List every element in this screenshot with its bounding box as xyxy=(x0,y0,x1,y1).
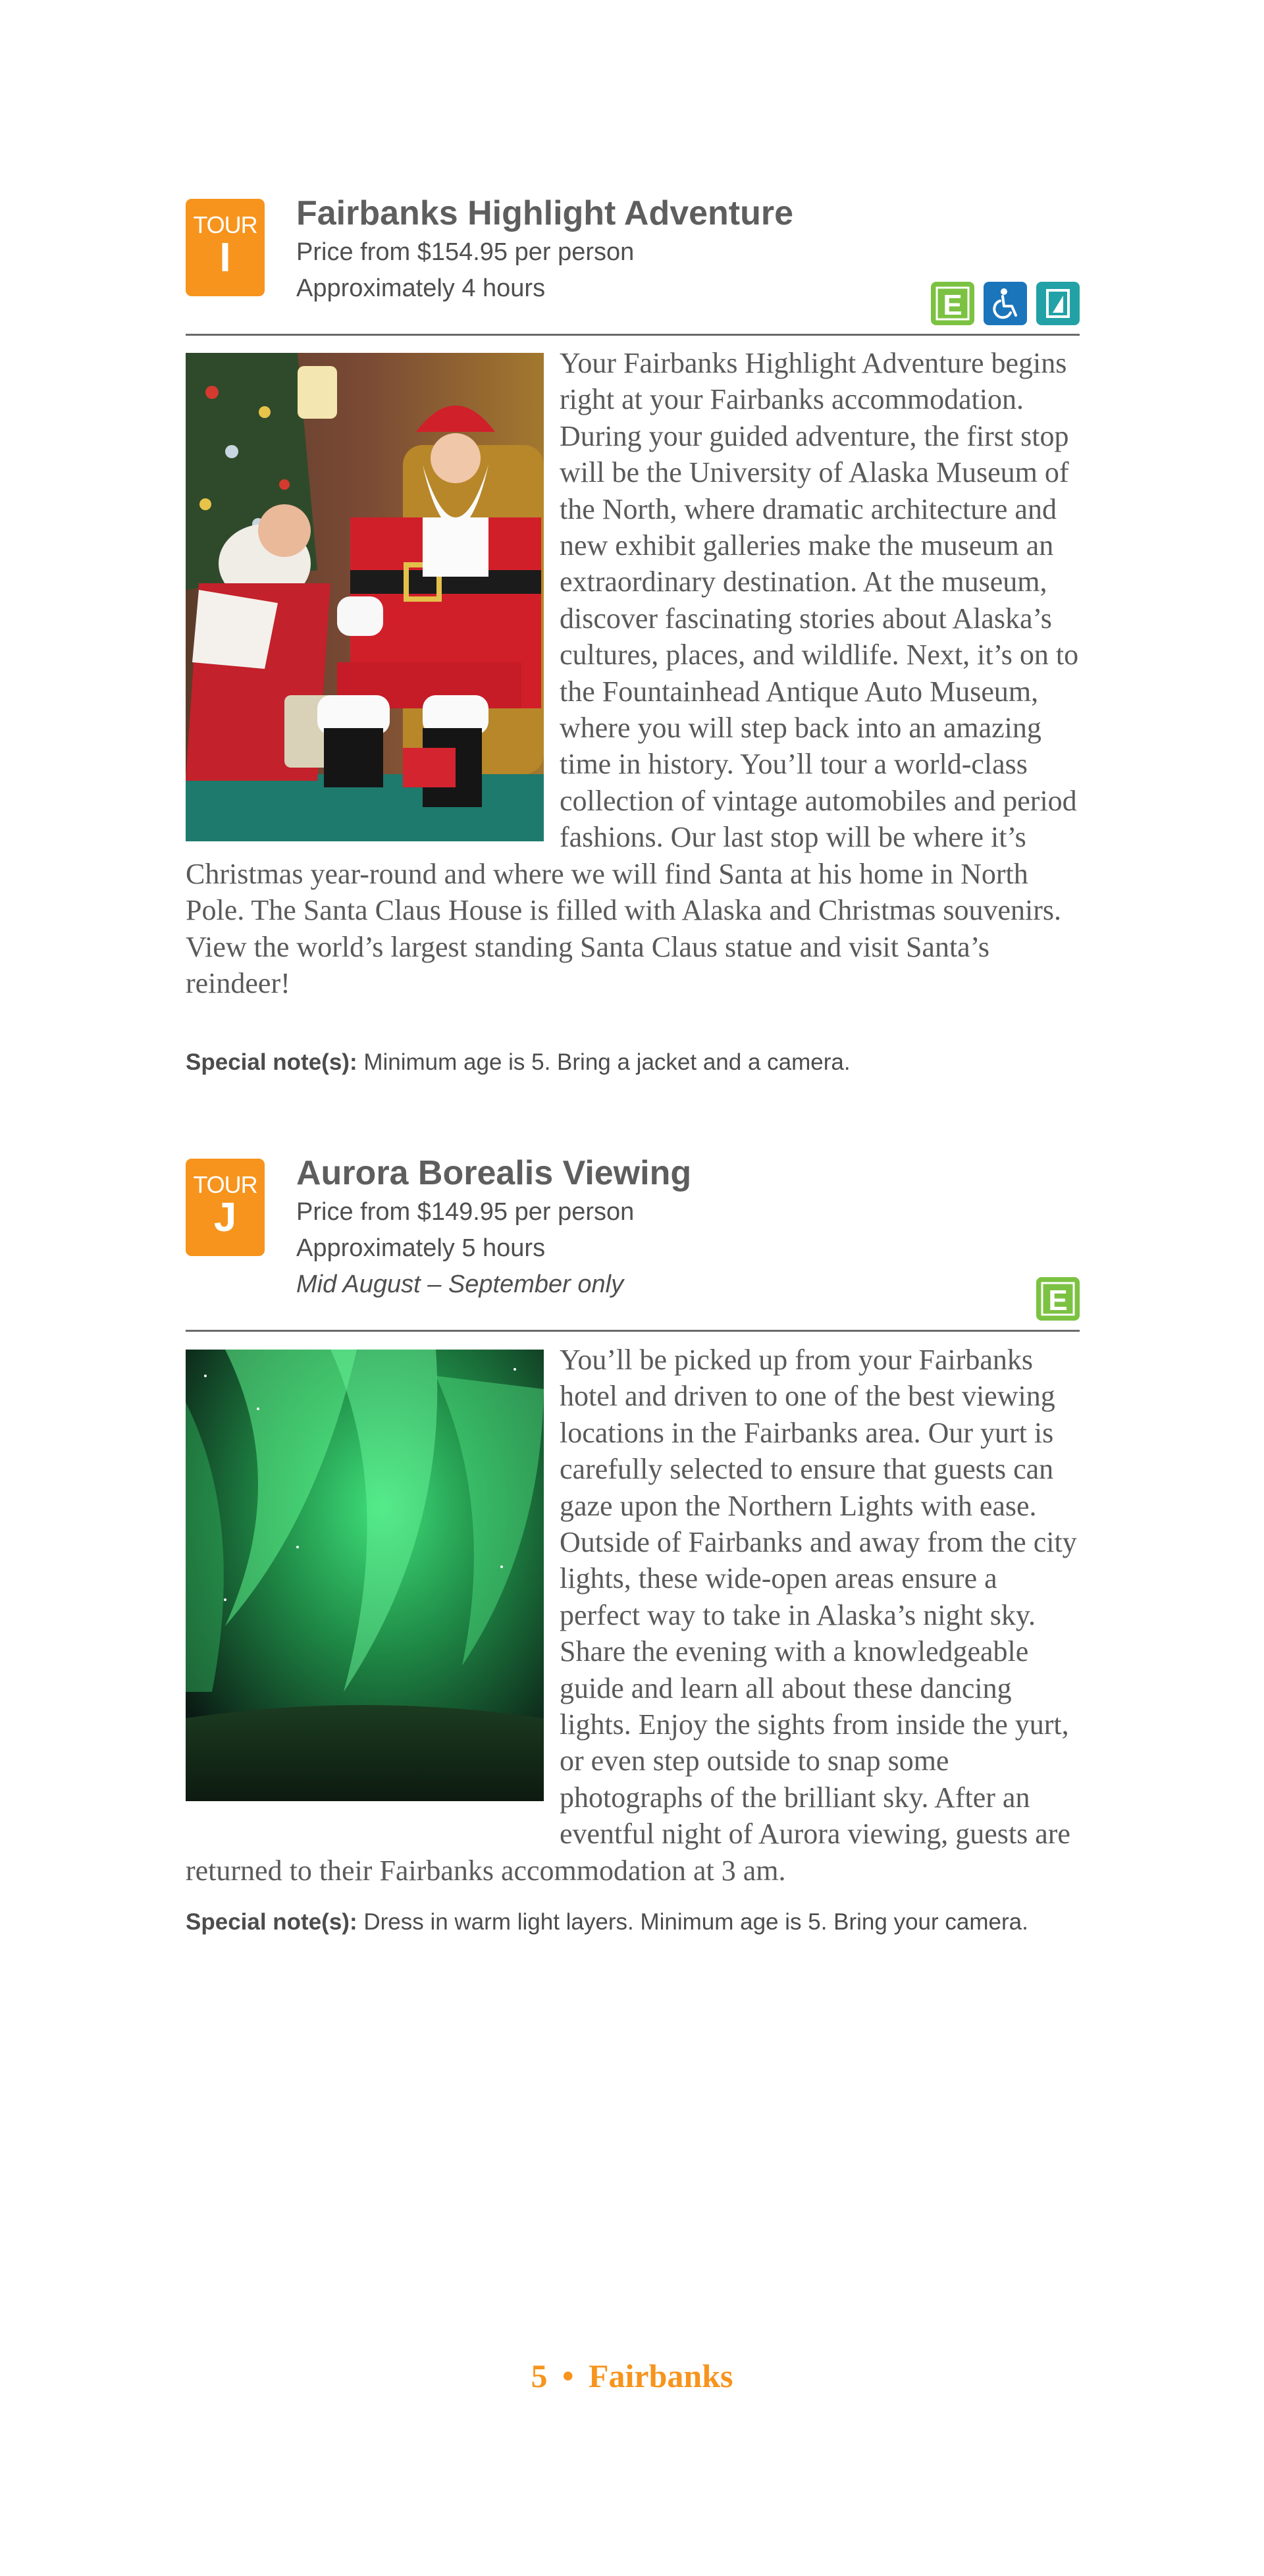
tour-badge-word: TOUR xyxy=(193,211,257,238)
tour-j-body xyxy=(186,1342,1080,1889)
page-number: 5 xyxy=(531,2357,548,2394)
aurora-photo xyxy=(186,1350,544,1838)
special-note-label: Special note(s): xyxy=(186,1909,357,1935)
section-name: Fairbanks xyxy=(589,2357,733,2394)
footer-separator: • xyxy=(562,2357,574,2394)
tour-j-divider xyxy=(186,1330,1080,1332)
wheelchair-icon xyxy=(984,282,1027,325)
tour-price: Price from $149.95 per person xyxy=(296,1198,635,1226)
tour-title: Fairbanks Highlight Adventure xyxy=(296,194,794,232)
tour-badge-letter: I xyxy=(219,235,231,280)
special-note-text: Minimum age is 5. Bring a jacket and a camera. xyxy=(363,1049,851,1075)
santa-photo xyxy=(186,353,544,841)
tour-duration: Approximately 4 hours xyxy=(296,275,546,302)
tour-duration: Approximately 5 hours xyxy=(296,1234,546,1262)
tour-j-header xyxy=(296,1152,1080,1303)
special-note-text: Dress in warm light layers. Minimum age is 5. Bring your camera. xyxy=(363,1909,1028,1935)
tour-season: Mid August – September only xyxy=(296,1271,624,1298)
tour-j-badge xyxy=(186,1159,265,1256)
tour-title: Aurora Borealis Viewing xyxy=(296,1154,692,1192)
tour-i-badge xyxy=(186,199,265,296)
tour-i-special-note xyxy=(186,1048,1080,1077)
tour-j-special-note xyxy=(186,1908,1080,1937)
tour-badge-letter: J xyxy=(213,1195,237,1240)
page-footer xyxy=(0,2357,1264,2395)
tour-description: You’ll be picked up from your Fairbanks hotel and driven to one of the best viewing locations in the Fairbanks area. Our yurt is carefully selected to ensure that guests can gaze upon the Northern Lights with ease. Outside of Fairbanks and away from the city lights, these wide-open areas ensure a perfect way to take in Alaska’s night sky. Share the evening with a knowledgeable guide and learn all about these dancing lights. Enjoy the sights from inside the yurt, or even step outside to snap some photographs of the brilliant sky. After an eventful night of Aurora viewing, guests are returned to their Fairbanks accommodation at 3 am. xyxy=(186,1344,1077,1887)
tour-price: Price from $154.95 per person xyxy=(296,238,635,266)
tour-i-divider xyxy=(186,334,1080,336)
e-icon xyxy=(1036,1277,1080,1321)
tour-description: Your Fairbanks Highlight Adventure begins right at your Fairbanks accommodation. During your guided adventure, the first stop will be the University of Alaska Museum of the North, where dramatic architecture and new exhibit galleries make the museum an extraordinary destination. At the museum, discover fascinating stories about Alaska’s cultures, places, and wildlife. Next, it’s on to the Fountainhead Antique Auto Museum, where you will step back into an amazing time in history. You’ll tour a world-class collection of vintage automobiles and period fashions. Our last stop will be where it’s Christmas year-round and where we will find Santa at his home in North Pole. The Santa Claus House is filled with Alaska and Christmas souvenirs. View the world’s largest standing Santa Claus statue and visit Santa’s reindeer! xyxy=(186,347,1079,999)
tour-j-icons xyxy=(1036,1277,1080,1321)
tour-i-icons xyxy=(931,282,1080,325)
e-icon-label: E xyxy=(1048,1284,1068,1317)
tour-badge-word: TOUR xyxy=(193,1171,257,1198)
e-icon-label: E xyxy=(943,289,962,321)
special-note-label: Special note(s): xyxy=(186,1049,357,1075)
e-icon xyxy=(931,282,974,325)
tour-i-body xyxy=(186,345,1080,1001)
document-icon xyxy=(1036,282,1080,325)
